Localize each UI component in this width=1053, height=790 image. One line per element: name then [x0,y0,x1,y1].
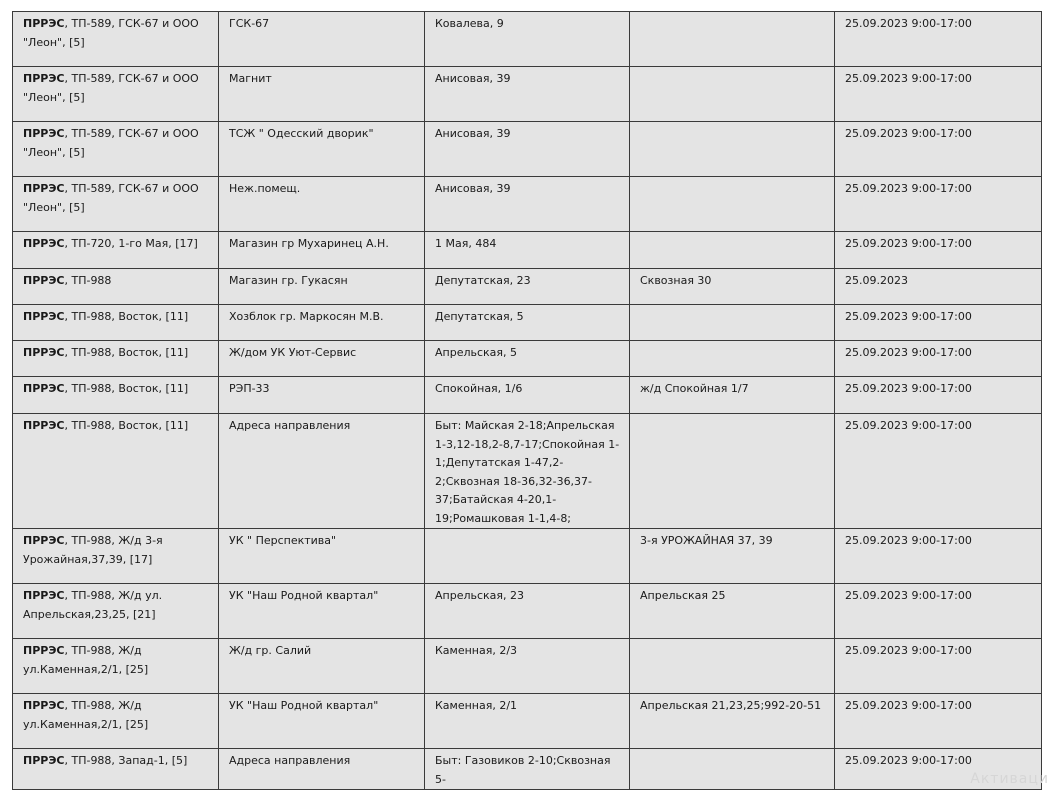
cell-address: 1 Мая, 484 [425,232,630,269]
cell-object [13,232,219,269]
cell-time: 25.09.2023 9:00-17:00 [835,67,1042,122]
cell-extra [630,232,835,269]
cell-org: ПРРЭС [23,182,65,195]
cell-time: 25.09.2023 9:00-17:00 [835,232,1042,269]
cell-object-text: , ТП-988, Ж/д ул. Апрельская,23,25, [21] [23,589,163,621]
table-row [13,12,1042,67]
table-row [13,529,1042,584]
cell-object-text: , ТП-589, ГСК-67 и ООО "Леон", [5] [23,72,199,104]
cell-consumer: УК "Наш Родной квартал" [219,694,425,749]
cell-consumer: Магазин гр Мухаринец А.Н. [219,232,425,269]
cell-address: Быт: Майская 2-18;Апрельская 1-3,12-18,2-8,7-17;Спокойная 1-1;Депутатская 1-47,2-2;Сквозная 18-36,32-36,37-37;Батайская 4-20,1-19;Ромашковая 1-1,4-8; [425,414,630,529]
cell-extra: Апрельская 25 [630,584,835,639]
cell-object [13,694,219,749]
table-row [13,269,1042,305]
cell-org: ПРРЭС [23,17,65,30]
table-row [13,122,1042,177]
cell-object-text: , ТП-720, 1-го Мая, [17] [64,237,198,250]
cell-object [13,414,219,529]
cell-consumer: РЭП-33 [219,377,425,414]
cell-org: ПРРЭС [23,754,65,767]
cell-object [13,12,219,67]
cell-object [13,67,219,122]
cell-object-text: , ТП-988, Ж/д ул.Каменная,2/1, [25] [23,644,149,676]
cell-org: ПРРЭС [23,127,65,140]
outage-table [12,11,1042,790]
cell-time: 25.09.2023 [835,269,1042,305]
cell-object [13,529,219,584]
cell-object-text: , ТП-589, ГСК-67 и ООО "Леон", [5] [23,17,199,49]
table-row [13,639,1042,694]
cell-object [13,177,219,232]
cell-time: 25.09.2023 9:00-17:00 [835,122,1042,177]
cell-extra [630,341,835,377]
cell-consumer: УК " Перспектива" [219,529,425,584]
cell-org: ПРРЭС [23,644,65,657]
cell-address: Анисовая, 39 [425,177,630,232]
cell-object-text: , ТП-988 [64,274,112,287]
cell-extra: Сквозная 30 [630,269,835,305]
table-row [13,177,1042,232]
cell-address: Депутатская, 23 [425,269,630,305]
cell-address: Каменная, 2/1 [425,694,630,749]
table-row [13,305,1042,341]
table-row [13,341,1042,377]
cell-org: ПРРЭС [23,72,65,85]
cell-address: Анисовая, 39 [425,122,630,177]
cell-time: 25.09.2023 9:00-17:00 [835,749,1042,790]
cell-org: ПРРЭС [23,419,65,432]
cell-org: ПРРЭС [23,237,65,250]
cell-object [13,305,219,341]
cell-address: Депутатская, 5 [425,305,630,341]
cell-extra: 3-я УРОЖАЙНАЯ 37, 39 [630,529,835,584]
cell-address [425,529,630,584]
cell-org: ПРРЭС [23,589,65,602]
table-row [13,67,1042,122]
cell-extra [630,414,835,529]
cell-time: 25.09.2023 9:00-17:00 [835,377,1042,414]
cell-extra: Апрельская 21,23,25;992-20-51 [630,694,835,749]
cell-extra [630,305,835,341]
cell-extra [630,67,835,122]
cell-time: 25.09.2023 9:00-17:00 [835,694,1042,749]
cell-consumer: ТСЖ " Одесский дворик" [219,122,425,177]
cell-consumer: Адреса направления [219,414,425,529]
cell-org: ПРРЭС [23,346,65,359]
table-row [13,377,1042,414]
cell-object [13,377,219,414]
cell-org: ПРРЭС [23,274,65,287]
cell-time: 25.09.2023 9:00-17:00 [835,639,1042,694]
cell-object-text: , ТП-988, Восток, [11] [64,346,189,359]
cell-address: Спокойная, 1/6 [425,377,630,414]
cell-org: ПРРЭС [23,310,65,323]
cell-address: Ковалева, 9 [425,12,630,67]
cell-object [13,269,219,305]
cell-extra: ж/д Спокойная 1/7 [630,377,835,414]
cell-object-text: , ТП-589, ГСК-67 и ООО "Леон", [5] [23,127,199,159]
cell-consumer: Адреса направления [219,749,425,790]
cell-address: Быт: Газовиков 2-10;Сквозная 5- [425,749,630,790]
cell-object-text: , ТП-589, ГСК-67 и ООО "Леон", [5] [23,182,199,214]
table-row [13,749,1042,790]
cell-time: 25.09.2023 9:00-17:00 [835,305,1042,341]
cell-object [13,749,219,790]
cell-object [13,341,219,377]
watermark: Активаци [970,771,1049,787]
cell-address: Апрельская, 5 [425,341,630,377]
cell-time: 25.09.2023 9:00-17:00 [835,414,1042,529]
cell-object-text: , ТП-988, Восток, [11] [64,419,189,432]
cell-time: 25.09.2023 9:00-17:00 [835,12,1042,67]
cell-extra [630,122,835,177]
cell-consumer: Ж/дом УК Уют-Сервис [219,341,425,377]
cell-consumer: Хозблок гр. Маркосян М.В. [219,305,425,341]
cell-object [13,639,219,694]
cell-time: 25.09.2023 9:00-17:00 [835,341,1042,377]
cell-time: 25.09.2023 9:00-17:00 [835,177,1042,232]
cell-address: Анисовая, 39 [425,67,630,122]
table-row [13,232,1042,269]
cell-extra [630,12,835,67]
cell-object-text: , ТП-988, Ж/д ул.Каменная,2/1, [25] [23,699,149,731]
cell-object-text: , ТП-988, Восток, [11] [64,310,189,323]
outage-table-body [13,12,1042,790]
cell-consumer: Магазин гр. Гукасян [219,269,425,305]
cell-address: Апрельская, 23 [425,584,630,639]
cell-time: 25.09.2023 9:00-17:00 [835,529,1042,584]
table-row [13,414,1042,529]
table-row [13,694,1042,749]
cell-time: 25.09.2023 9:00-17:00 [835,584,1042,639]
cell-extra [630,177,835,232]
cell-consumer: Неж.помещ. [219,177,425,232]
table-row [13,584,1042,639]
cell-address: Каменная, 2/3 [425,639,630,694]
cell-object-text: , ТП-988, Восток, [11] [64,382,189,395]
cell-org: ПРРЭС [23,534,65,547]
cell-consumer: УК "Наш Родной квартал" [219,584,425,639]
cell-object-text: , ТП-988, Ж/д 3-я Урожайная,37,39, [17] [23,534,163,566]
cell-consumer: ГСК-67 [219,12,425,67]
cell-org: ПРРЭС [23,382,65,395]
cell-consumer: Ж/д гр. Салий [219,639,425,694]
cell-object-text: , ТП-988, Запад-1, [5] [64,754,188,767]
cell-extra [630,639,835,694]
cell-extra [630,749,835,790]
cell-object [13,584,219,639]
cell-object [13,122,219,177]
cell-consumer: Магнит [219,67,425,122]
cell-org: ПРРЭС [23,699,65,712]
